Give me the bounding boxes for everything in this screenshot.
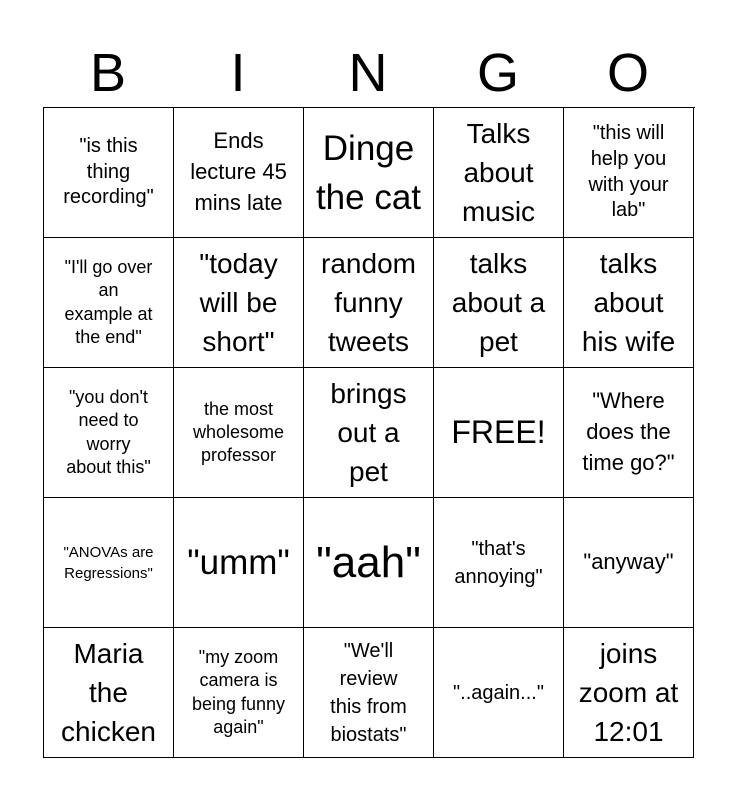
header-letter-o: O — [606, 43, 649, 103]
bingo-cell[interactable]: Maria the chicken — [44, 628, 174, 758]
bingo-cell[interactable]: talks about his wife — [564, 238, 694, 368]
bingo-cell[interactable]: Dinge the cat — [304, 108, 434, 238]
bingo-cell[interactable]: the most wholesome professor — [174, 368, 304, 498]
bingo-cell[interactable]: "ANOVAs are Regressions" — [44, 498, 174, 628]
bingo-cell[interactable]: "umm" — [174, 498, 304, 628]
bingo-header — [43, 38, 693, 108]
header-letter-b: B — [89, 43, 127, 103]
bingo-cell[interactable]: "anyway" — [564, 498, 694, 628]
bingo-cell[interactable]: "..again..." — [434, 628, 564, 758]
bingo-cell[interactable]: Ends lecture 45 mins late — [174, 108, 304, 238]
header-letter-g: G — [476, 43, 519, 103]
bingo-cell[interactable]: "this will help you with your lab" — [564, 108, 694, 238]
bingo-grid — [43, 107, 695, 758]
bingo-cell[interactable]: "aah" — [304, 498, 434, 628]
bingo-cell[interactable]: random funny tweets — [304, 238, 434, 368]
bingo-cell[interactable]: talks about a pet — [434, 238, 564, 368]
bingo-cell[interactable]: brings out a pet — [304, 368, 434, 498]
bingo-cell[interactable]: "my zoom camera is being funny again" — [174, 628, 304, 758]
bingo-cell[interactable]: joins zoom at 12:01 — [564, 628, 694, 758]
bingo-cell[interactable]: "I'll go over an example at the end" — [44, 238, 174, 368]
bingo-cell[interactable]: "is this thing recording" — [44, 108, 174, 238]
bingo-cell[interactable]: "Where does the time go?" — [564, 368, 694, 498]
bingo-cell[interactable]: "you don't need to worry about this" — [44, 368, 174, 498]
bingo-cell[interactable]: "We'll review this from biostats" — [304, 628, 434, 758]
bingo-cell[interactable]: "that's annoying" — [434, 498, 564, 628]
bingo-cell[interactable]: Talks about music — [434, 108, 564, 238]
bingo-cell free-space[interactable]: FREE! — [434, 368, 564, 498]
bingo-cell[interactable]: "today will be short" — [174, 238, 304, 368]
header-letter-n: N — [348, 43, 388, 103]
header-letter-i: I — [230, 43, 246, 103]
